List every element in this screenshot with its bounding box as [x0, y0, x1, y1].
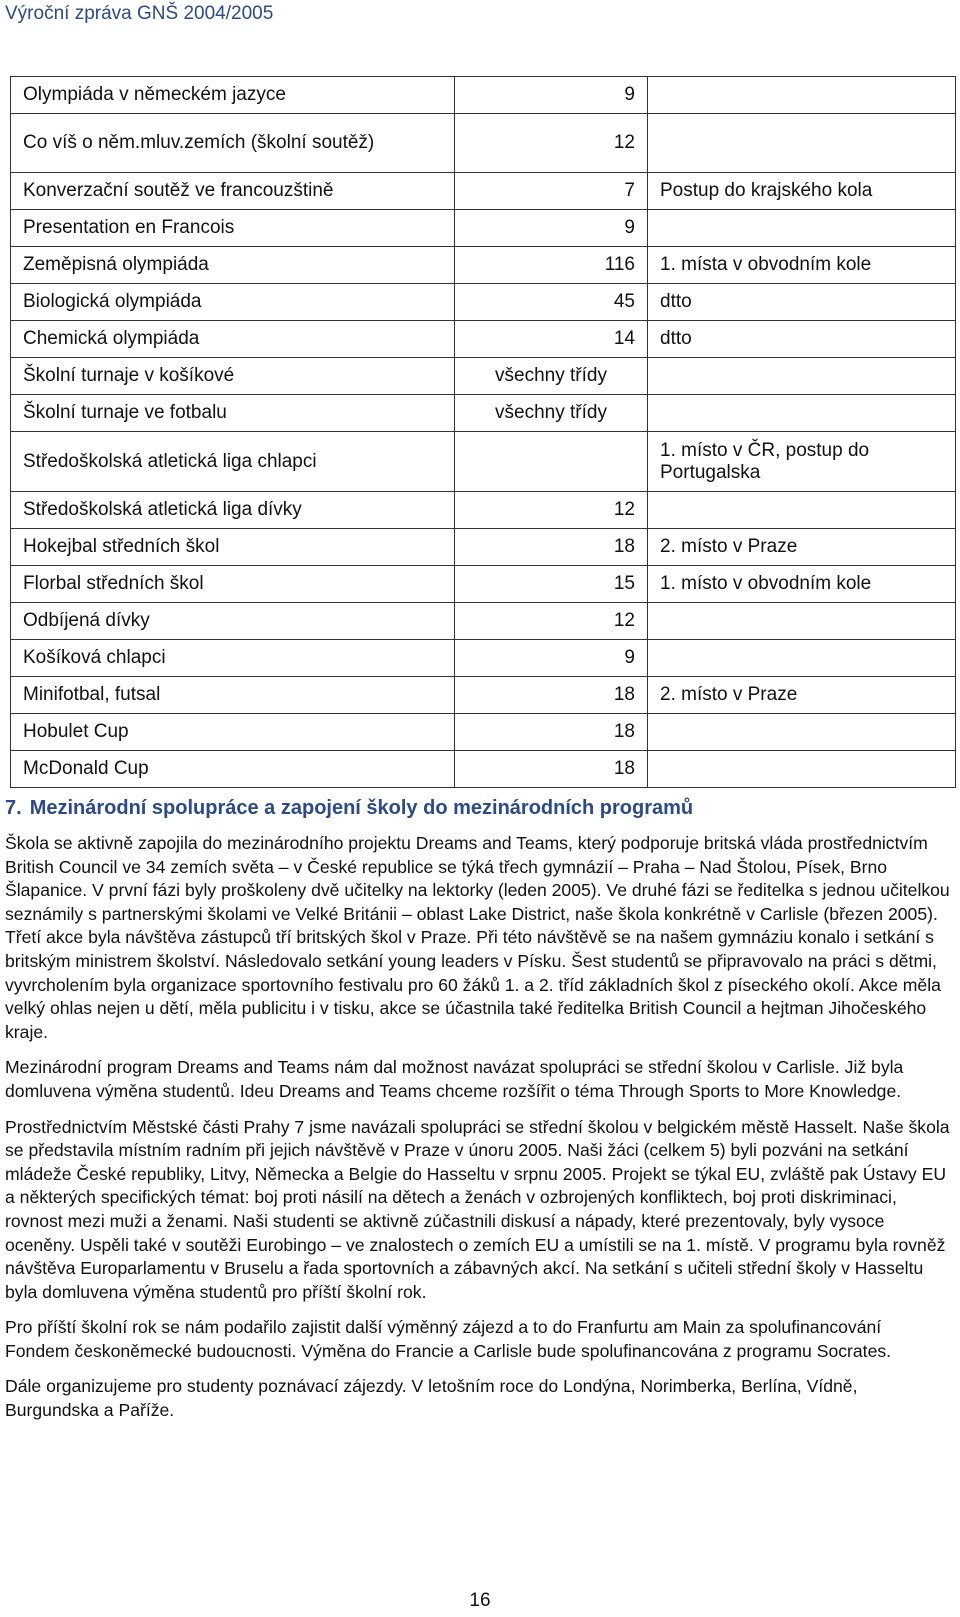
participant-count: 12	[455, 603, 648, 640]
competition-result	[648, 358, 956, 395]
participant-count: všechny třídy	[455, 358, 648, 395]
table-row	[11, 210, 956, 247]
competition-result: 2. místo v Praze	[648, 529, 956, 566]
competition-name: Biologická olympiáda	[11, 284, 455, 321]
participant-count: 9	[455, 210, 648, 247]
participant-count: 18	[455, 714, 648, 751]
table-row	[11, 173, 956, 210]
competition-name: Odbíjená dívky	[11, 603, 455, 640]
competition-name: Minifotbal, futsal	[11, 677, 455, 714]
participant-count: 12	[455, 492, 648, 529]
table-row	[11, 714, 956, 751]
competition-name: Zeměpisná olympiáda	[11, 247, 455, 284]
participant-count: 45	[455, 284, 648, 321]
paragraph: Prostřednictvím Městské části Prahy 7 jsme navázali spolupráci se střední školou v belgickém městě Hasselt. Naše škola se představila místním radním při jejich návštěvě v Praze v únoru 2005. Naši žáci (celkem 5) byli pozváni na setkání mládeže České republiky, Litvy, Německa a Belgie do Hasseltu v srpnu 2005. Projekt se týkal EU, zvláště pak Ústavy EU a některých specifických témat: boj proti násilí na dětech a ženách v ozbrojených konfliktech, boj proti diskriminaci, rovnost mezi muži a ženami. Naši studenti se aktivně zúčastnili diskusí a nápady, které prezentovaly, byly vysoce oceněny. Uspěli také v soutěži Eurobingo – ve znalostech o zemích EU a umístili se na 1. místě. V programu byla rovněž návštěva Europarlamentu v Bruselu a řada sportovních a zábavných akcí. Na setkání s učiteli střední školy v Hasseltu byla domluvena výměna studentů pro příští školní rok.	[5, 1116, 950, 1302]
table-row	[11, 492, 956, 529]
participant-count: 12	[455, 114, 648, 173]
competition-result	[648, 751, 956, 788]
competition-result	[648, 640, 956, 677]
table-row	[11, 395, 956, 432]
table-row	[11, 77, 956, 114]
competition-name: Chemická olympiáda	[11, 321, 455, 358]
competition-result: 2. místo v Praze	[648, 677, 956, 714]
table-row	[11, 321, 956, 358]
paragraph: Mezinárodní program Dreams and Teams nám dal možnost navázat spolupráci se střední školou v Carlisle. Již byla domluvena výměna studentů. Ideu Dreams and Teams chceme rozšířit o téma Through Sports to More Knowledge.	[5, 1057, 904, 1101]
table-row	[11, 432, 956, 492]
competition-result	[648, 77, 956, 114]
competition-name: Košíková chlapci	[11, 640, 455, 677]
section-number: 7.	[5, 797, 22, 819]
table-row	[11, 640, 956, 677]
competition-result	[648, 714, 956, 751]
competition-name: Středoškolská atletická liga chlapci	[11, 432, 455, 492]
participant-count: všechny třídy	[455, 395, 648, 432]
table-row	[11, 603, 956, 640]
table-row	[11, 114, 956, 173]
participant-count: 18	[455, 677, 648, 714]
competition-result	[648, 492, 956, 529]
table-row	[11, 358, 956, 395]
competition-name: Hokejbal středních škol	[11, 529, 455, 566]
participant-count: 15	[455, 566, 648, 603]
paragraph: Pro příští školní rok se nám podařilo zajistit další výměnný zájezd a to do Franfurtu am Main za spolufinancování Fondem českoněmecké budoucnosti. Výměna do Francie a Carlisle bude spolufinancována z programu Socrates.	[5, 1317, 892, 1361]
page-number: 16	[469, 1590, 491, 1611]
participant-count: 116	[455, 247, 648, 284]
table-row	[11, 566, 956, 603]
competition-name: Hobulet Cup	[11, 714, 455, 751]
competition-name: Školní turnaje v košíkové	[11, 358, 455, 395]
competition-results-table	[10, 76, 956, 788]
participant-count: 18	[455, 751, 648, 788]
table-row	[11, 677, 956, 714]
table-row	[11, 529, 956, 566]
participant-count	[455, 432, 648, 492]
competition-result: dtto	[648, 284, 956, 321]
competition-result: dtto	[648, 321, 956, 358]
competition-name: Presentation en Francois	[11, 210, 455, 247]
section-title: Mezinárodní spolupráce a zapojení školy do mezinárodních programů	[29, 797, 694, 819]
competition-name: McDonald Cup	[11, 751, 455, 788]
paragraph: Škola se aktivně zapojila do mezinárodního projektu Dreams and Teams, který podporuje britská vláda prostřednictvím British Council ve 34 zemích světa – v České republice se týká třech gymnázií – Praha – Nad Štolou, Písek, Brno Šlapanice. V první fázi byly proškoleny dvě učitelky na lektorky (leden 2005). Ve druhé fázi se ředitelka s jednou učitelkou seznámily s partnerskými školami ve Velké Británii – oblast Lake District, naše škola konkrétně v Carlisle (březen 2005). Třetí akce byla návštěva zástupců tří britských škol v Praze. Při této návštěvě se na našem gymnáziu konalo i setkání s britským ministrem školství. Následovalo setkání young leaders v Písku. Šest studentů se připravovalo na práci s dětmi, vyvrcholením byla organizace sportovního festivalu pro 60 žáků 1. a 2. tříd základních škol z píseckého okolí. Akce měla velký ohlas nejen u dětí, měla publicitu i v tisku, akce se účastnila také ředitelka British Council a hejtman Jihočeského kraje.	[5, 833, 950, 1042]
participant-count: 9	[455, 640, 648, 677]
section-international-cooperation	[5, 796, 950, 1435]
paragraph: Dále organizujeme pro studenty poznávací zájezdy. V letošním roce do Londýna, Norimberka, Berlína, Vídně, Burgundska a Paříže.	[5, 1376, 858, 1421]
competition-result	[648, 603, 956, 640]
table-row	[11, 247, 956, 284]
participant-count: 9	[455, 77, 648, 114]
competition-result: 1. místo v obvodním kole	[648, 566, 956, 603]
competition-name: Olympiáda v německém jazyce	[11, 77, 455, 114]
competition-result: 1. místo v ČR, postup do Portugalska	[648, 432, 956, 492]
competition-name: Středoškolská atletická liga dívky	[11, 492, 455, 529]
table-row	[11, 284, 956, 321]
section-heading	[5, 796, 950, 820]
competition-result: Postup do krajského kola	[648, 173, 956, 210]
competition-name: Školní turnaje ve fotbalu	[11, 395, 455, 432]
competition-result	[648, 395, 956, 432]
competition-name: Konverzační soutěž ve francouzštině	[11, 173, 455, 210]
participant-count: 7	[455, 173, 648, 210]
competition-name: Florbal středních škol	[11, 566, 455, 603]
competition-result	[648, 210, 956, 247]
participant-count: 14	[455, 321, 648, 358]
competition-name: Co víš o něm.mluv.zemích (školní soutěž)	[11, 114, 455, 173]
participant-count: 18	[455, 529, 648, 566]
page-header: Výroční zpráva GNŠ 2004/2005	[5, 3, 274, 24]
competition-result: 1. místa v obvodním kole	[648, 247, 956, 284]
table-row	[11, 751, 956, 788]
competition-result	[648, 114, 956, 173]
